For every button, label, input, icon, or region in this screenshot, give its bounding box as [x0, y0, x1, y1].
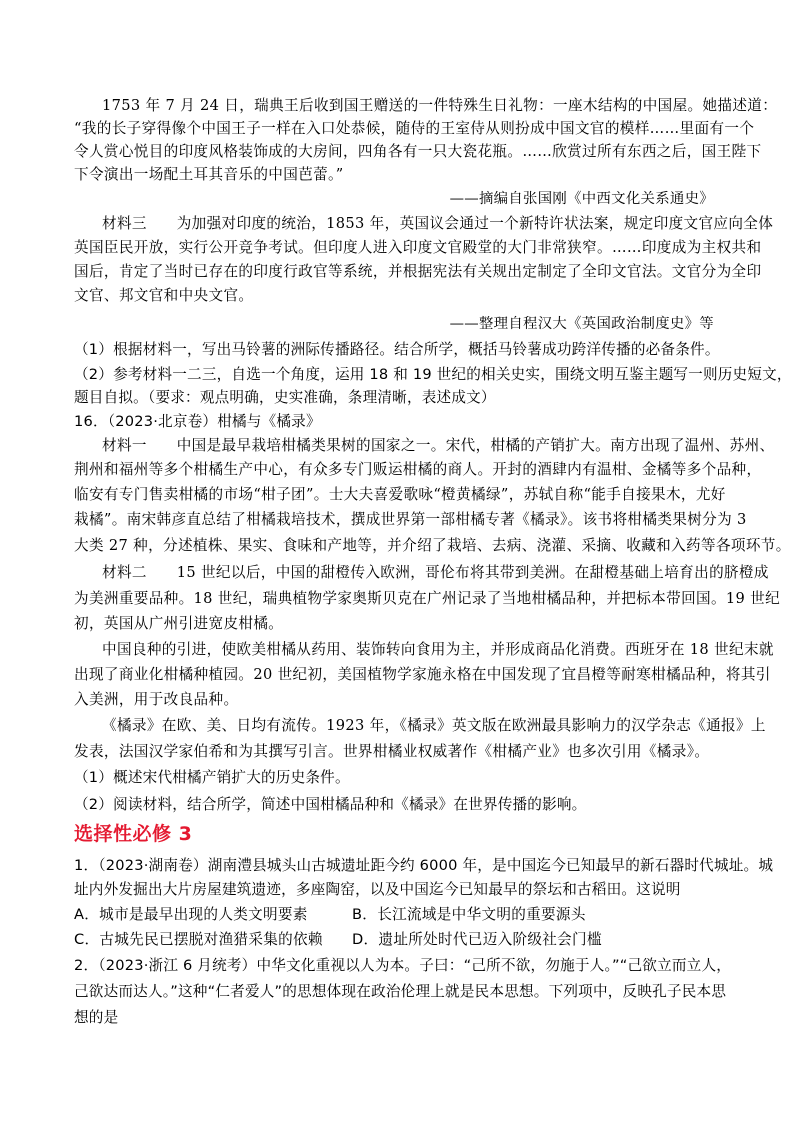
mc-question-line: 1．（2023·湖南卷）湖南澧县城头山古城遗址距今约 6000 年，是中国迄今已知最早的新石器时代城址。城	[74, 857, 774, 874]
material-two-line: 出现了商业化柑橘种植园。20 世纪初，美国植物学家施永格在中国发现了宜昌橙等耐寒柑橘品种，将其引	[74, 666, 771, 683]
option-a: A．城市是最早出现的人类文明要素	[74, 906, 308, 923]
option-b: B．长江流域是中华文明的重要源头	[352, 906, 586, 923]
material-two-line: 材料二 15 世纪以后，中国的甜橙传入欧洲，哥伦布将其带到美洲。在甜橙基础上培育出的脐橙成	[102, 564, 769, 581]
material-three-line: 英国臣民开放，实行公开竞争考试。但印度人进入印度文官殿堂的大门非常狭窄。……印度成为主权共和	[74, 239, 762, 256]
material-two-line: 为美洲重要品种。18 世纪，瑞典植物学家奥斯贝克在广州记录了当地柑橘品种，并把标本带回国。19 世纪	[74, 590, 781, 607]
material-two-line: 发表，法国汉学家伯希和为其撰写引言。世界柑橘业权威著作《柑橘产业》也多次引用《橘录》。	[74, 743, 710, 760]
mc-question-line: 2．（2023·浙江 6 月统考）中华文化重视以人为本。子曰：“己所不欲，勿施于人。”“己欲立而立人，	[74, 957, 732, 974]
material-one-line: 荆州和福州等多个柑橘生产中心，有众多专门贩运柑橘的商人。开封的酒肆内有温柑、金橘等多个品种，	[74, 461, 762, 478]
question-title: 16．（2023·北京卷）柑橘与《橘录》	[74, 413, 321, 430]
material-two-line: 《橘录》在欧、美、日均有流传。1923 年，《橘录》英文版在欧洲最具影响力的汉学杂志《通报》上	[102, 717, 766, 734]
material-two-line: 中国良种的引进，使欧美柑橘从药用、装饰转向食用为主，并形成商品化消费。西班牙在 18 世纪末就	[102, 641, 774, 658]
question-line: （2）参考材料一二三，自选一个角度，运用 18 和 19 世纪的相关史实，围绕文明互鉴主题写一则历史短文，	[74, 366, 792, 383]
material-two-line: 初，英国从广州引进宽皮柑橘。	[74, 615, 284, 632]
material-three-line: 材料三 为加强对印度的统治，1853 年，英国议会通过一个新特许状法案，规定印度文官应向全体	[102, 215, 774, 232]
material-one-line: 材料一 中国是最早栽培柑橘类果树的国家之一。宋代，柑橘的产销扩大。南方出现了温州、苏州、	[102, 437, 775, 454]
mc-question-line: 址内外发掘出大片房屋建筑遗迹，多座陶窑，以及中国迄今已知最早的祭坛和古稻田。这说明	[74, 881, 681, 898]
passage-line: 1753 年 7 月 24 日，瑞典王后收到国王赠送的一件特殊生日礼物：一座木结构的中国屋。她描述道：	[102, 97, 778, 114]
material-one-line: 大类 27 种，分述植株、果实、食味和产地等，并介绍了栽培、去病、浇灌、采摘、收藏和入药等各项环节。	[74, 537, 791, 554]
question-line: （1）根据材料一，写出马铃薯的洲际传播路径。结合所学，概括马铃薯成功跨洋传播的必备条件。	[74, 341, 720, 358]
material-three-line: 文官、邦文官和中央文官。	[74, 287, 254, 304]
material-three-line: 国后，肯定了当时已存在的印度行政官等系统，并根据宪法有关规出定制定了全印文官法。文官分为全印	[74, 263, 762, 280]
mc-question-line: 想的是	[74, 1009, 119, 1026]
question-line: （1）概述宋代柑橘产销扩大的历史条件。	[74, 769, 350, 786]
source-citation: ——整理自程汉大《英国政治制度史》等	[449, 316, 714, 332]
option-d: D．遗址所处时代已迈入阶级社会门槛	[352, 931, 602, 948]
passage-line: 下令演出一场配土耳其音乐的中国芭蕾。”	[74, 166, 344, 183]
option-c: C．古城先民已摆脱对渔猎采集的依赖	[74, 931, 323, 948]
material-two-line: 入美洲，用于改良品种。	[74, 691, 239, 708]
question-line: 题目自拟。（要求：观点明确，史实准确，条理清晰，表述成文）	[74, 389, 496, 406]
material-one-line: 栽橘”。南宋韩彦直总结了柑橘栽培技术，撰成世界第一部柑橘专著《橘录》。该书将柑橘类果树分为 3	[74, 511, 747, 528]
passage-line: “我的长子穿得像个中国王子一样在入口处恭候，随侍的王室侍从则扮成中国文官的模样……里面有一个	[74, 120, 755, 137]
source-citation: ——摘编自张国刚《中西文化关系通史》	[449, 191, 714, 207]
passage-line: 令人赏心悦目的印度风格装饰成的大房间，四角各有一只大瓷花瓶。……欣赏过所有东西之后，国王陛下	[74, 143, 762, 160]
mc-question-line: 己欲达而达人。”这种“仁者爱人”的思想体现在政治伦理上就是民本思想。下列项中，反映孔子民本思	[74, 983, 727, 1000]
section-heading: 选择性必修 3	[74, 823, 193, 845]
material-one-line: 临安有专门售卖柑橘的市场“柑子团”。士大夫喜爱歌咏“橙黄橘绿”，苏轼自称“能手自接果木，尤好	[74, 486, 726, 503]
question-line: （2）阅读材料，结合所学，简述中国柑橘品种和《橘录》在世界传播的影响。	[74, 796, 587, 813]
